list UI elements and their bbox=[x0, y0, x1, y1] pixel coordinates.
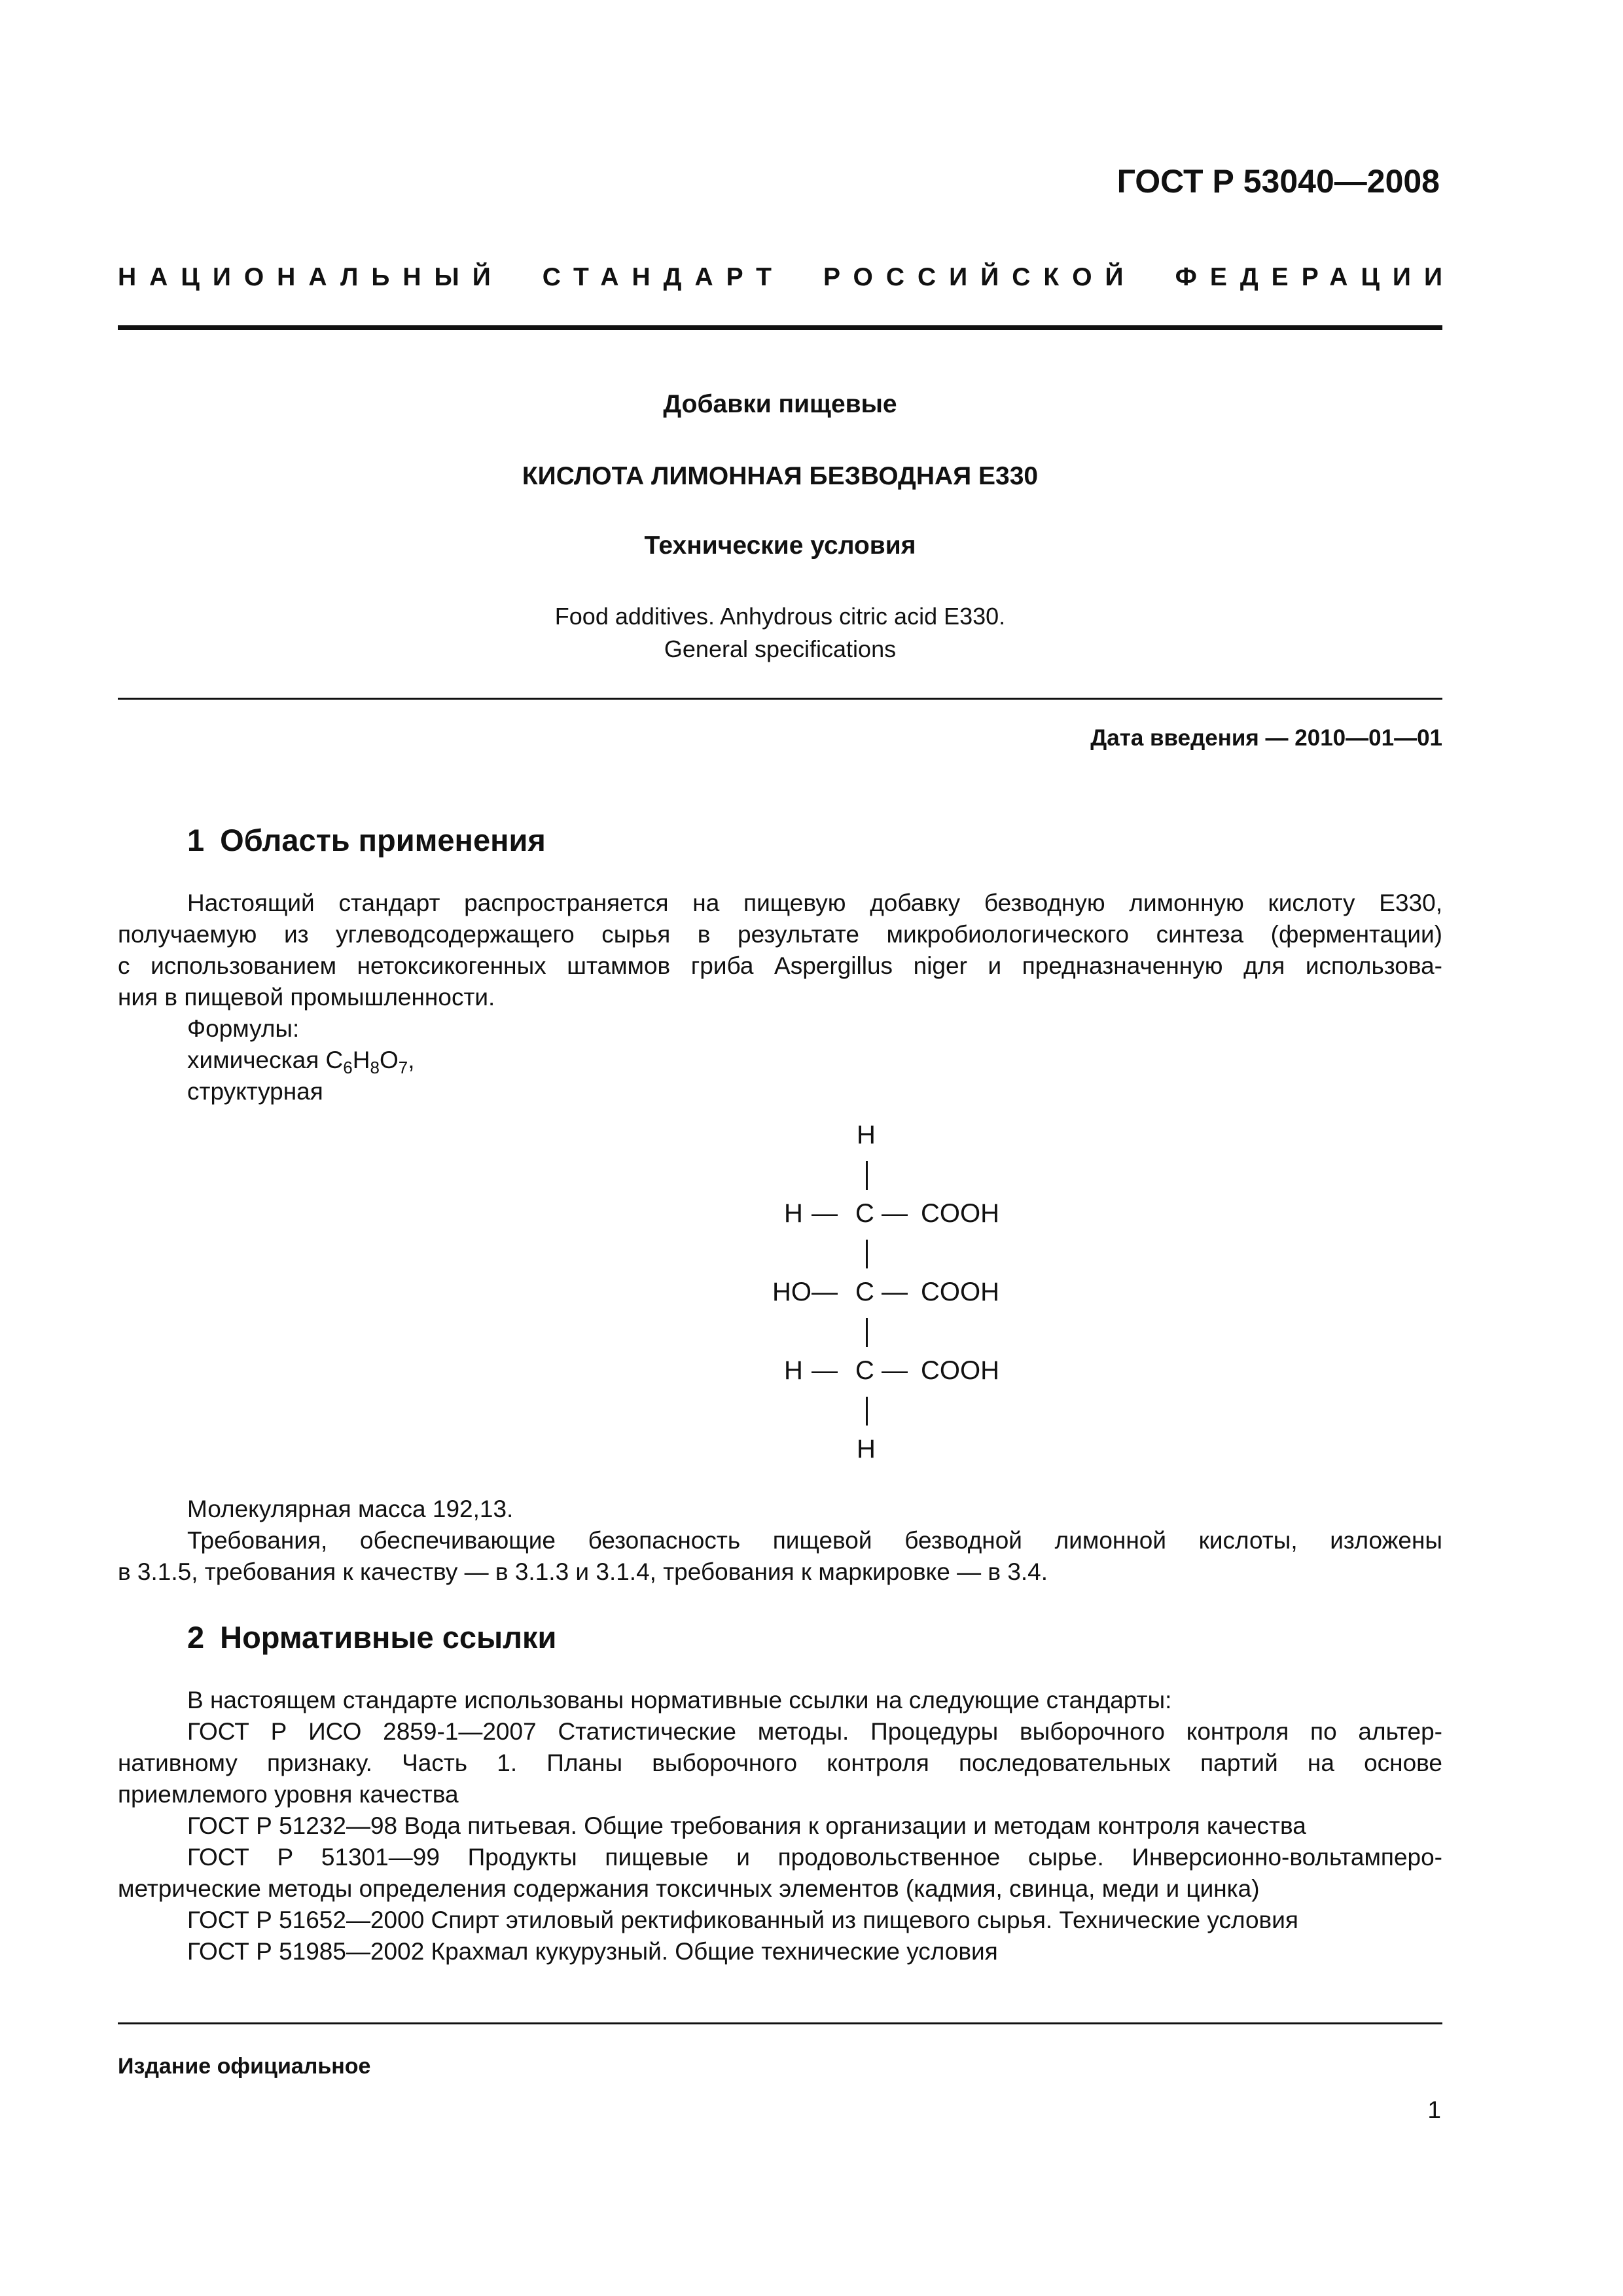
section-number: 1 bbox=[187, 823, 205, 857]
section-title: Область применения bbox=[220, 823, 546, 857]
reference-line: ГОСТ Р 51301—99 Продукты пищевые и продовольственное сырье. Инверсионно-вольтамперо- bbox=[187, 1844, 1442, 1871]
formula-bond bbox=[866, 1161, 868, 1190]
formula-atom: C bbox=[855, 1278, 874, 1306]
paragraph-line: Настоящий стандарт распространяется на пищевую добавку безводную лимонную кислоту Е330, bbox=[187, 889, 1442, 916]
formula-atom: H bbox=[857, 1435, 876, 1463]
header-rule bbox=[118, 325, 1442, 330]
official-edition-label: Издание официальное bbox=[118, 2054, 371, 2079]
formula-atom: H bbox=[784, 1199, 803, 1228]
formula-group: COOH bbox=[921, 1278, 999, 1306]
formula-group: COOH bbox=[921, 1356, 999, 1385]
section-title: Нормативные ссылки bbox=[220, 1620, 557, 1655]
national-standard-banner bbox=[118, 263, 1455, 292]
paragraph-line: с использованием нетоксикогенных штаммов гриба Aspergillus niger и предназначенную для использова- bbox=[118, 952, 1442, 979]
normative-references bbox=[118, 1685, 1442, 1967]
title-english-line: General specifications bbox=[664, 636, 897, 662]
title-english-line: Food additives. Anhydrous citric acid E330. bbox=[554, 603, 1006, 630]
formula-atom: C bbox=[855, 1199, 874, 1228]
paragraph-line: Требования, обеспечивающие безопасность пищевой безводной лимонной кислоты, изложены bbox=[187, 1527, 1442, 1554]
banner-word: РОССИЙСКОЙ bbox=[823, 263, 1137, 291]
section-1-heading bbox=[187, 822, 546, 858]
title-main: КИСЛОТА ЛИМОННАЯ БЕЗВОДНАЯ Е330 bbox=[522, 462, 1039, 490]
banner-word: НАЦИОНАЛЬНЫЙ bbox=[118, 263, 504, 291]
formula-bond bbox=[866, 1318, 868, 1347]
page-number: 1 bbox=[1427, 2096, 1441, 2123]
reference-line: ГОСТ Р 51232—98 Вода питьевая. Общие требования к организации и методам контроля качества bbox=[187, 1812, 1306, 1839]
formula-atom: C bbox=[855, 1356, 874, 1385]
section-number: 2 bbox=[187, 1620, 205, 1655]
section-2-heading bbox=[187, 1619, 556, 1655]
footer-rule bbox=[118, 2022, 1442, 2024]
chemical-formula-line bbox=[118, 1045, 1442, 1076]
formula-group: COOH bbox=[921, 1199, 999, 1228]
paragraph-line: в 3.1.5, требования к качеству — в 3.1.3 и 3.1.4, требования к маркировке — в 3.4. bbox=[118, 1558, 1048, 1585]
title-rule bbox=[118, 698, 1442, 700]
formula-bond: — bbox=[882, 1199, 908, 1228]
banner-word: ФЕДЕРАЦИИ bbox=[1175, 263, 1455, 291]
banner-word: СТАНДАРТ bbox=[542, 263, 785, 291]
reference-line: ГОСТ Р ИСО 2859-1—2007 Статистические методы. Процедуры выборочного контроля по альтер- bbox=[187, 1718, 1442, 1745]
paragraph-line: получаемую из углеводсодержащего сырья в результате микробиологического синтеза (ферментации) bbox=[118, 921, 1442, 948]
chemical-formula: $C_6H_8O_7$, bbox=[325, 1047, 415, 1077]
paragraph-line: ния в пищевой промышленности. bbox=[118, 984, 495, 1011]
introduction-date: Дата введения — 2010—01—01 bbox=[1090, 725, 1442, 751]
section-1-paragraph bbox=[118, 888, 1442, 1107]
title-category: Добавки пищевые bbox=[663, 390, 897, 418]
reference-line: ГОСТ Р 51652—2000 Спирт этиловый ректификованный из пищевого сырья. Технические условия bbox=[187, 1907, 1298, 1933]
structural-label: структурная bbox=[187, 1078, 323, 1105]
chemical-label: химическая bbox=[187, 1047, 326, 1073]
formula-bond: — bbox=[812, 1356, 838, 1385]
section-1-requirements bbox=[118, 1494, 1442, 1588]
reference-line: приемлемого уровня качества bbox=[118, 1781, 459, 1808]
formula-bond: — bbox=[812, 1278, 838, 1306]
references-intro: В настоящем стандарте использованы нормативные ссылки на следующие стандарты: bbox=[187, 1687, 1172, 1713]
formulas-label: Формулы: bbox=[187, 1015, 300, 1042]
formula-atom: H bbox=[857, 1121, 876, 1149]
formula-bond bbox=[866, 1240, 868, 1268]
formula-bond bbox=[866, 1397, 868, 1426]
formula-bond: — bbox=[882, 1356, 908, 1385]
formula-atom: HO bbox=[772, 1278, 812, 1306]
reference-line: ГОСТ Р 51985—2002 Крахмал кукурузный. Общие технические условия bbox=[187, 1938, 998, 1965]
title-english bbox=[118, 600, 1442, 666]
gost-number: ГОСТ Р 53040—2008 bbox=[1116, 163, 1440, 200]
reference-line: нативному признаку. Часть 1. Планы выборочного контроля последовательных партий на основе bbox=[118, 1749, 1442, 1776]
title-subtitle: Технические условия bbox=[644, 531, 916, 560]
formula-bond: — bbox=[882, 1278, 908, 1306]
formula-bond: — bbox=[812, 1199, 838, 1228]
formula-atom: H bbox=[784, 1356, 803, 1385]
reference-line: метрические методы определения содержания токсичных элементов (кадмия, свинца, меди и цинка) bbox=[118, 1875, 1260, 1902]
molar-mass: Молекулярная масса 192,13. bbox=[187, 1496, 514, 1522]
